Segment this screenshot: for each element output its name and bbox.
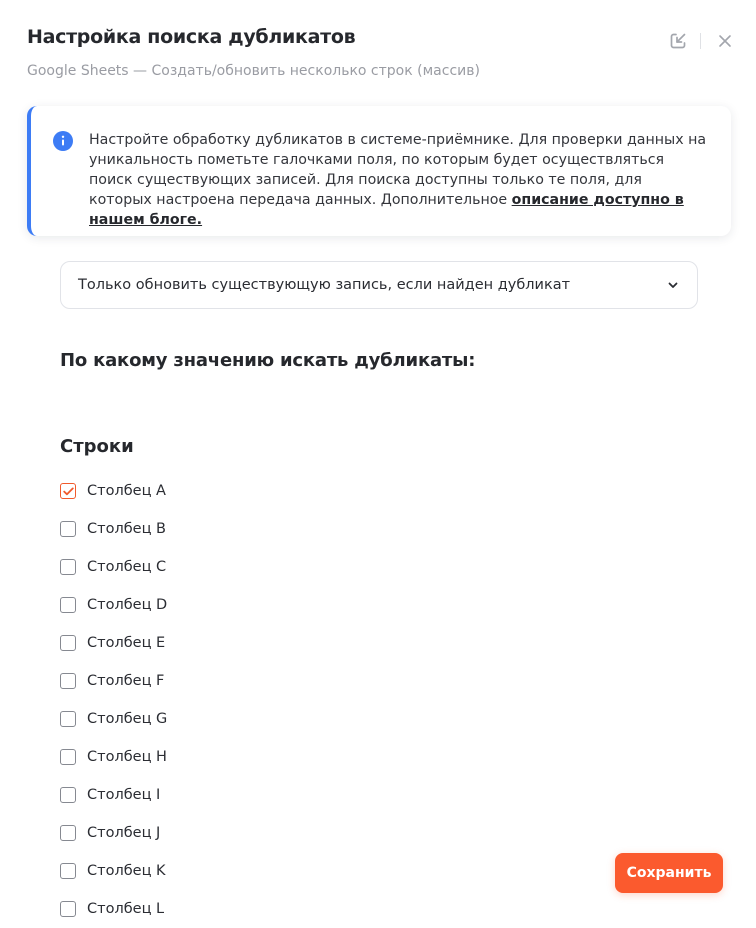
column-label: Столбец J: [87, 825, 161, 841]
checkbox[interactable]: [60, 825, 76, 841]
header-divider: [700, 33, 701, 49]
modal-header: [27, 26, 736, 86]
column-label: Столбец H: [87, 749, 167, 765]
column-label: Столбец E: [87, 635, 166, 651]
checkbox[interactable]: [60, 597, 76, 613]
column-label: Столбец F: [87, 673, 165, 689]
column-checkbox-item[interactable]: [60, 586, 167, 624]
column-label: Столбец D: [87, 597, 168, 613]
rows-heading: Строки: [60, 436, 134, 457]
column-label: Столбец G: [87, 711, 168, 727]
checkbox[interactable]: [60, 749, 76, 765]
checkbox[interactable]: [60, 559, 76, 575]
column-label: Столбец L: [87, 901, 165, 917]
info-banner: [27, 106, 731, 236]
column-checkbox-item[interactable]: [60, 814, 167, 852]
search-heading: По какому значению искать дубликаты:: [60, 350, 476, 371]
header-actions: [667, 30, 736, 52]
column-checkbox-item[interactable]: [60, 700, 167, 738]
close-button[interactable]: [714, 30, 736, 52]
column-checkbox-item[interactable]: [60, 624, 167, 662]
column-checkbox-item[interactable]: [60, 548, 167, 586]
column-list: [60, 472, 167, 928]
column-checkbox-item[interactable]: [60, 510, 167, 548]
duplicate-mode-select[interactable]: [60, 261, 698, 309]
checkbox[interactable]: [60, 901, 76, 917]
chevron-down-icon: [666, 278, 680, 292]
select-value: Только обновить существующую запись, если найден дубликат: [78, 277, 571, 293]
checkbox[interactable]: [60, 521, 76, 537]
checkmark-icon: [63, 487, 74, 496]
column-label: Столбец B: [87, 521, 166, 537]
checkbox[interactable]: [60, 787, 76, 803]
checkbox[interactable]: [60, 673, 76, 689]
info-icon: [53, 131, 73, 151]
checkbox[interactable]: [60, 863, 76, 879]
column-checkbox-item[interactable]: [60, 738, 167, 776]
column-checkbox-item[interactable]: [60, 472, 167, 510]
column-label: Столбец A: [87, 483, 166, 499]
column-checkbox-item[interactable]: [60, 662, 167, 700]
modal-subtitle: Google Sheets — Создать/обновить несколько строк (массив): [27, 63, 480, 79]
collapse-button[interactable]: [667, 30, 689, 52]
checkbox[interactable]: [60, 635, 76, 651]
checkbox[interactable]: [60, 711, 76, 727]
checkbox[interactable]: [60, 483, 76, 499]
column-label: Столбец I: [87, 787, 161, 803]
column-label: Столбец K: [87, 863, 166, 879]
column-checkbox-item[interactable]: [60, 776, 167, 814]
modal-title: Настройка поиска дубликатов: [27, 26, 356, 48]
info-text: [89, 130, 709, 230]
column-label: Столбец C: [87, 559, 167, 575]
close-icon: [718, 34, 732, 48]
column-checkbox-item[interactable]: [60, 852, 167, 890]
arrow-into-box-icon: [668, 31, 688, 51]
save-button[interactable]: Сохранить: [615, 853, 723, 893]
blog-link[interactable]: описание доступно в нашем блоге.: [89, 192, 684, 228]
info-body: Настройте обработку дубликатов в системе-приёмнике. Для проверки данных на уникальность пометьте галочками поля, по которым будет осуществляться поиск существующих записей. Для поиска доступны только те поля, для которых настроена передача данных. Дополнительное: [89, 132, 707, 208]
column-checkbox-item[interactable]: [60, 890, 167, 928]
